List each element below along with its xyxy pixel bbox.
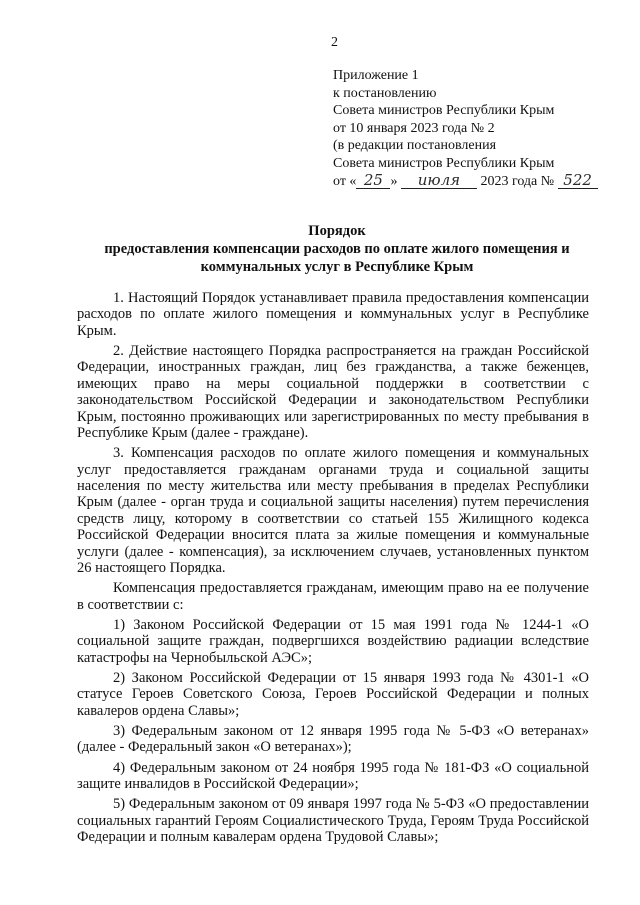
paragraph: 4) Федеральным законом от 24 ноября 1995 года № 181-ФЗ «О социальной защите инвалидов в Российской Федерации»; [77, 759, 589, 792]
appendix-line: от 10 января 2023 года № 2 [333, 120, 495, 136]
paragraph: 3) Федеральным законом от 12 января 1995 года № 5-ФЗ «О ветеранах» (далее - Федеральный закон «О ветеранах»); [77, 722, 589, 756]
handwritten-month: июля [401, 173, 477, 189]
paragraph: 1) Законом Российской Федерации от 15 мая 1991 года № 1244-1 «О социальной защите граждан, подвергшихся воздействию радиации вследствие катастрофы на Чернобыльской АЭС»; [77, 616, 589, 666]
appendix-line: Совета министров Республики Крым [333, 103, 555, 119]
handwritten-day: 25 [356, 173, 390, 189]
document-body [77, 290, 589, 849]
appendix-line: (в редакции постановления [333, 138, 497, 154]
year-text: 2023 года № [480, 173, 555, 189]
appendix-block [333, 67, 593, 190]
title-line: Порядок [308, 223, 366, 239]
title-line: коммунальных услуг в Республике Крым [200, 259, 474, 275]
paragraph: Компенсация предоставляется гражданам, имеющим право на ее получение в соответствии с: [77, 580, 589, 613]
quote-close: » [390, 173, 398, 189]
date-prefix: от « [333, 173, 357, 189]
paragraph: 2. Действие настоящего Порядка распространяется на граждан Российской Федерации, иностранных граждан, лиц без гражданства, а также беженцев, имеющих право на меры социальной поддержки в соответствии с законодательством Российской Федерации и законодательством Республики Крым, постоянно проживающих или зарегистрированных по месту пребывания в Республике Крым (далее - граждане). [77, 343, 589, 442]
page-number: 2 [331, 35, 338, 50]
amendment-date-line [333, 170, 593, 191]
paragraph: 1. Настоящий Порядок устанавливает правила предоставления компенсации расходов по оплате жилого помещения и коммунальных услуг в Республике Крым. [77, 290, 589, 339]
handwritten-number: 522 [558, 173, 598, 189]
appendix-line: Совета министров Республики Крым [333, 155, 555, 171]
paragraph: 2) Законом Российской Федерации от 15 января 1993 года № 4301-1 «О статусе Героев Советского Союза, Героев Российской Федерации и полных кавалеров ордена Славы»; [77, 669, 589, 719]
paragraph: 5) Федеральным законом от 09 января 1997 года № 5-ФЗ «О предоставлении социальных гарантий Героям Социалистического Труда, Героям Труда Российской Федерации и полным кавалерам ордена Трудовой Славы»; [77, 796, 589, 845]
appendix-line: Приложение 1 [333, 68, 419, 83]
paragraph: 3. Компенсация расходов по оплате жилого помещения и коммунальных услуг предоставляется гражданам органами труда и социальной защиты населения по месту жительства или месту пребывания в пределах Республики Крым (далее - орган труда и социальной защиты населения) путем перечисления средств лицу, которому в соответствии со статьей 155 Жилищного кодекса Российской Федерации вносится плата за жилые помещения и коммунальные услуги (далее - компенсация), за исключением случаев, установленных пунктом 26 настоящего Порядка. [77, 445, 589, 577]
title-line: предоставления компенсации расходов по оплате жилого помещения и [104, 241, 570, 257]
document-title [72, 222, 602, 276]
appendix-line: к постановлению [333, 85, 437, 101]
